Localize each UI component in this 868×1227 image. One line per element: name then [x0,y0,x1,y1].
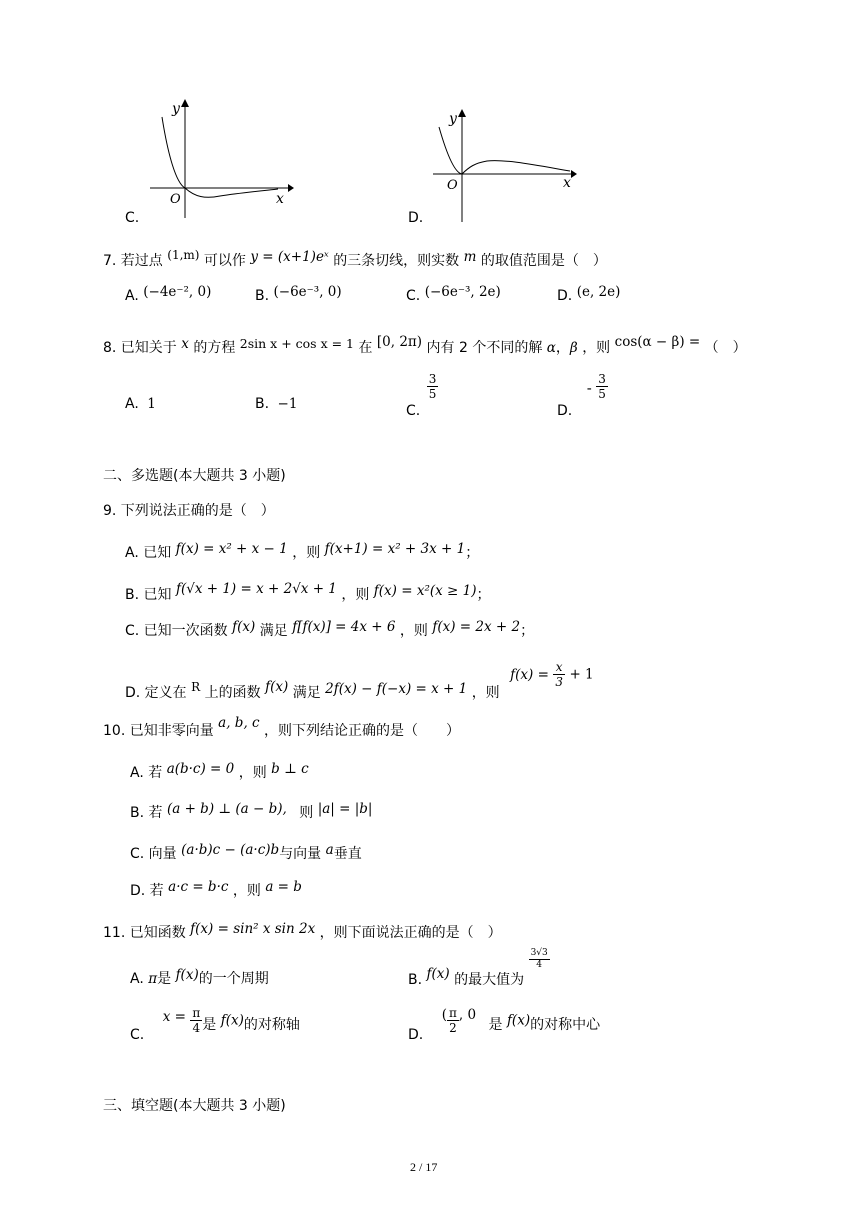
q11-option-d-fraction: $\frac{\pi}{2}$ [448,1006,457,1035]
graph-d-origin: O [447,178,458,193]
q10-vectors: a, b, c [218,715,260,731]
graph-c-x-arrow [288,184,294,192]
graph-c-y-label: y [172,101,180,117]
graph-d-curve [439,127,570,174]
q8-option-c[interactable]: C. $\frac{3}{5}$ [406,372,437,419]
q8-stem: 8. 已知关于 x 的方程 2sin x + cos x = 1 在 [0, 2π) 内有 2 个不同的解 α，β ，则 cos(α − β) = （ ） [103,334,747,356]
q8-expr: cos(α − β) = [614,334,701,350]
q10-stem: 10. 已知非零向量 a, b, c ，则下列结论正确的是（ ） [103,715,461,739]
page-number: 2 / 17 [410,1160,438,1174]
graph-d-x-label: x [563,175,571,191]
q7-point: (1,m) [167,248,200,262]
graph-d-label: D. [408,210,424,226]
q8-option-d[interactable]: D. - $\frac{3}{5}$ [557,372,606,419]
graph-c-label: C. [125,210,140,226]
q11-option-a[interactable]: A. π是 f(x)的一个周期 [130,967,269,987]
graph-c-y-arrow [181,99,189,107]
section-2-heading: 二、多选题(本大题共 3 小题) [103,468,286,484]
q10-option-a[interactable]: A. 若 a(b·c) = 0 ，则 b ⊥ c [130,761,309,781]
q8-equation: 2sin x + cos x = 1 [239,336,354,351]
q11-option-d[interactable]: D. ( $\frac{\pi}{2}$ , 0 是 f(x)的对称中心 [408,1006,601,1043]
q7-option-c[interactable]: C. (−6e⁻³, 2e) [406,284,501,304]
q9-option-d[interactable]: D. 定义在 R 上的函数 f(x) 满足 2f(x) − f(−x) = x + 1 ，则 f(x) = $\frac{x}{3}$ + 1 [125,660,594,701]
q9-option-d-fraction: $\frac{x}{3}$ [555,660,563,689]
q8-interval: [0, 2π) [376,334,423,350]
q7-option-b[interactable]: B. (−6e⁻³, 0) [255,284,342,304]
q11-option-b[interactable]: B. f(x) 的最大值为 $\frac{3√3}{4}$ [408,948,548,988]
q9-option-b[interactable]: B. 已知 f(√x + 1) = x + 2√x + 1 ，则 f(x) = x²(x ≥ 1)； [125,581,491,603]
q8-option-d-fraction: $\frac{3}{5}$ [598,372,606,401]
q9-option-c[interactable]: C. 已知一次函数 f(x) 满足 f[f(x)] = 4x + 6 ，则 f(x) = 2x + 2； [125,619,535,639]
q8-option-a[interactable]: A. 1 [125,396,156,412]
q11-stem: 11. 已知函数 f(x) = sin² x sin 2x ，则下面说法正确的是（ ） [103,921,502,941]
section-3-heading: 三、填空题(本大题共 3 小题) [103,1098,286,1114]
q7-curve: y = (x+1)eˣ [250,249,329,265]
q7-option-d[interactable]: D. (e, 2e) [557,284,621,304]
graph-c-origin: O [170,192,181,207]
q11-function: f(x) = sin² x sin 2x [190,921,316,937]
graph-d-y-arrow [458,109,466,117]
graph-d-y-label: y [449,111,457,127]
graph-d [425,105,585,225]
q9-stem: 9. 下列说法正确的是（ ） [103,503,275,519]
q11-option-c[interactable]: C. x = $\frac{\pi}{4}$ 是 f(x)的对称轴 [130,1006,300,1043]
graph-d-x-arrow [571,170,577,178]
q7-stem: 7. 若过点 (1,m) 可以作 y = (x+1)eˣ 的三条切线，则实数 m 的取值范围是（ ） [103,248,607,269]
graph-c [140,95,300,220]
q7-option-a[interactable]: A. (−4e⁻², 0) [125,284,212,304]
q10-option-b[interactable]: B. 若 (a + b) ⊥ (a − b), 则 |a| = |b| [130,801,373,821]
q8-option-b[interactable]: B. −1 [255,396,298,412]
graph-c-x-label: x [276,191,284,207]
q9-option-a[interactable]: A. 已知 f(x) = x² + x − 1 ，则 f(x+1) = x² + 3x + 1； [125,541,480,561]
q11-option-c-fraction: $\frac{\pi}{4}$ [192,1006,201,1035]
graph-c-curve [162,117,278,197]
q10-option-c[interactable]: C. 向量 (a·b)c − (a·c)b与向量 a垂直 [130,842,362,862]
q7-var: m [463,249,477,265]
q8-option-c-fraction: $\frac{3}{5}$ [428,372,437,401]
q11-option-b-fraction: $\frac{3√3}{4}$ [530,948,548,970]
q10-option-d[interactable]: D. 若 a·c = b·c ，则 a = b [130,879,302,899]
